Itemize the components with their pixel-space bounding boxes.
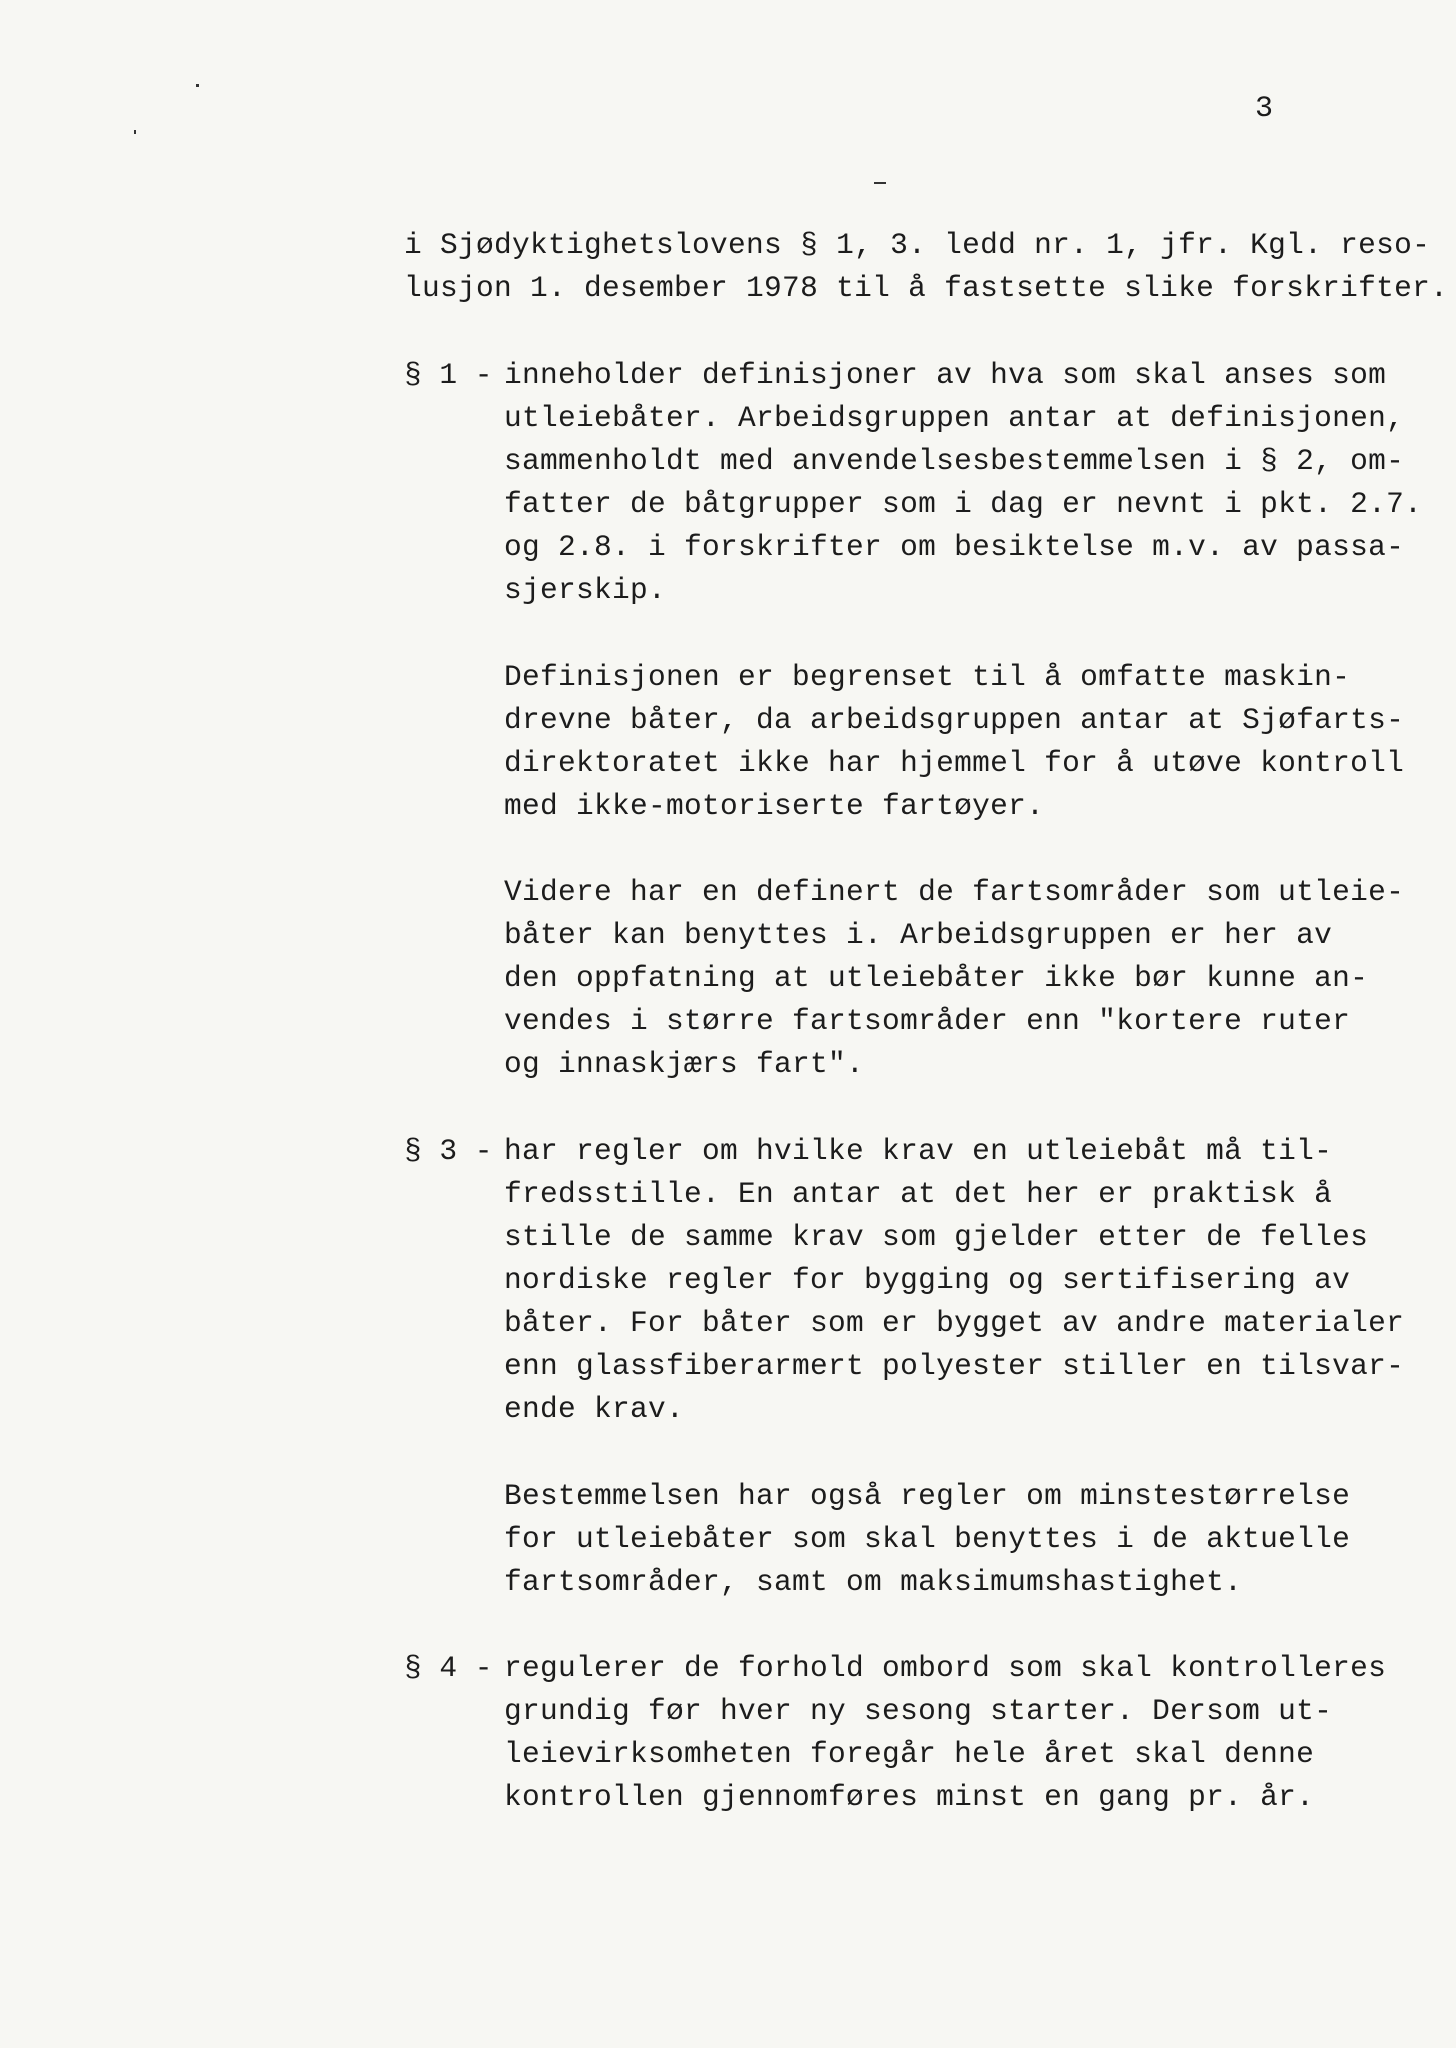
section-line: fatter de båtgrupper som i dag er nevnt i pkt. 2.7. — [504, 487, 1423, 521]
section-line: Definisjonen er begrenset til å omfatte maskin- — [504, 660, 1351, 694]
scan-dash — [874, 182, 886, 184]
section-line: utleiebåter. Arbeidsgruppen antar at definisjonen, — [504, 401, 1405, 435]
section-line: den oppfatning at utleiebåter ikke bør kunne an- — [504, 961, 1369, 995]
section-line: direktoratet ikke har hjemmel for å utøve kontroll — [504, 746, 1405, 780]
section-marker: § 1 - — [404, 358, 493, 392]
section-line: og innaskjærs fart". — [504, 1047, 865, 1081]
page-number: 3 — [1255, 92, 1274, 126]
section-line: båter kan benyttes i. Arbeidsgruppen er her av — [504, 918, 1333, 952]
section-line: fredsstille. En antar at det her er praktisk å — [504, 1177, 1333, 1211]
section-line: sammenholdt med anvendelsesbestemmelsen i § 2, om- — [504, 444, 1405, 478]
section-line: inneholder definisjoner av hva som skal anses som — [504, 358, 1387, 392]
section-line: grundig før hver ny sesong starter. Dersom ut- — [504, 1694, 1333, 1728]
section-line: nordiske regler for bygging og sertifisering av — [504, 1263, 1351, 1297]
section-line: enn glassfiberarmert polyester stiller en tilsvar- — [504, 1349, 1405, 1383]
section-line: fartsområder, samt om maksimumshastighet. — [504, 1565, 1243, 1599]
section-line: Videre har en definert de fartsområder som utleie- — [504, 875, 1405, 909]
intro-line: lusjon 1. desember 1978 til å fastsette slike forskrifter. — [404, 271, 1449, 305]
section-line: Bestemmelsen har også regler om minstestørrelse — [504, 1479, 1351, 1513]
section-line: har regler om hvilke krav en utleiebåt må til- — [504, 1134, 1333, 1168]
section-line: kontrollen gjennomføres minst en gang pr. år. — [504, 1780, 1315, 1814]
section-line: stille de samme krav som gjelder etter de felles — [504, 1220, 1369, 1254]
section-line: for utleiebåter som skal benyttes i de aktuelle — [504, 1522, 1351, 1556]
section-line: sjerskip. — [504, 573, 667, 607]
section-line: og 2.8. i forskrifter om besiktelse m.v. av passa- — [504, 530, 1405, 564]
intro-line: i Sjødyktighetslovens § 1, 3. ledd nr. 1, jfr. Kgl. reso- — [404, 228, 1431, 262]
section-line: regulerer de forhold ombord som skal kontrolleres — [504, 1651, 1387, 1685]
scan-speck — [134, 130, 136, 134]
section-line: drevne båter, da arbeidsgruppen antar at Sjøfarts- — [504, 703, 1405, 737]
section-marker: § 4 - — [404, 1651, 493, 1685]
section-line: ende krav. — [504, 1392, 685, 1426]
section-line: vendes i større fartsområder enn "kortere ruter — [504, 1004, 1351, 1038]
section-line: med ikke-motoriserte fartøyer. — [504, 789, 1045, 823]
section-line: leievirksomheten foregår hele året skal denne — [504, 1737, 1315, 1771]
scan-speck — [196, 84, 199, 87]
section-line: båter. For båter som er bygget av andre materialer — [504, 1306, 1405, 1340]
section-marker: § 3 - — [404, 1134, 493, 1168]
